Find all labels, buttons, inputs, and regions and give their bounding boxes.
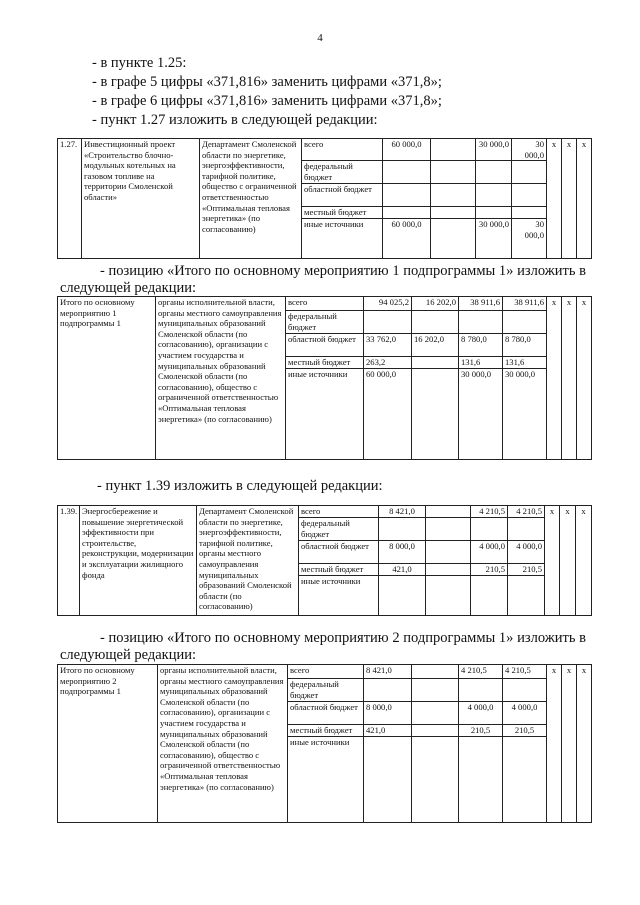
y3-cell: 30 000,0: [503, 369, 547, 460]
y2-cell: [476, 161, 512, 184]
x-cell: x: [576, 506, 592, 616]
total-cell: 94 025,2: [364, 297, 412, 311]
source-cell: иные источники: [302, 219, 383, 259]
paragraph-total-2: - позицию «Итого по основному мероприятию 2 подпрограммы 1» изложить в следующей редакции:: [60, 630, 586, 663]
y1-cell: [431, 207, 476, 219]
y3-cell: [512, 184, 547, 207]
source-cell: местный бюджет: [286, 357, 364, 369]
x-cell: x: [577, 139, 592, 259]
y1-cell: [426, 576, 471, 616]
source-cell: областной бюджет: [302, 184, 383, 207]
y3-cell: 210,5: [508, 564, 545, 576]
y2-cell: 131,6: [459, 357, 503, 369]
y2-cell: 4 000,0: [471, 541, 508, 564]
y1-cell: [412, 725, 459, 737]
y3-cell: 30 000,0: [512, 219, 547, 259]
y1-cell: [431, 139, 476, 161]
total-cell: 60 000,0: [383, 139, 431, 161]
total-cell: [379, 576, 426, 616]
y2-cell: 30 000,0: [459, 369, 503, 460]
table-total-2: [57, 664, 592, 823]
item-name: Энергосбережение и повышение энергетической эффективности при строительстве, реконструкции, модернизации и эксплуатации жилищного фонда: [80, 506, 197, 616]
source-cell: федеральный бюджет: [302, 161, 383, 184]
y3-cell: [503, 737, 547, 823]
y3-cell: [512, 161, 547, 184]
y2-cell: 4 000,0: [459, 702, 503, 725]
source-cell: иные источники: [286, 369, 364, 460]
paragraph-item-1-39: - пункт 1.39 изложить в следующей редакции:: [97, 478, 383, 494]
y1-cell: [431, 219, 476, 259]
total-cell: 8 000,0: [379, 541, 426, 564]
y1-cell: [412, 665, 459, 679]
y1-cell: [426, 518, 471, 541]
y2-cell: [476, 184, 512, 207]
y1-cell: [412, 702, 459, 725]
source-cell: федеральный бюджет: [286, 311, 364, 334]
y3-cell: 4 000,0: [508, 541, 545, 564]
y2-cell: [476, 207, 512, 219]
x-cell: x: [562, 297, 577, 460]
x-cell: x: [547, 665, 562, 823]
source-cell: местный бюджет: [299, 564, 379, 576]
y3-cell: [512, 207, 547, 219]
total-executor: органы исполнительной власти, органы местного самоуправления муниципальных образований Смоленской области (по согласованию), организации с участием государства и муниципальных образований Смоленской области (по согласованию), общество с ограниченной ответственностью «Оптимальная тепловая энергетика» (по согласованию): [156, 297, 286, 460]
total-name: Итого по основному мероприятию 2 подпрограммы 1: [58, 665, 158, 823]
page-number: 4: [317, 32, 323, 44]
x-cell: x: [562, 665, 577, 823]
y1-cell: [412, 311, 459, 334]
total-cell: [364, 311, 412, 334]
total-cell: 60 000,0: [383, 219, 431, 259]
y3-cell: [508, 576, 545, 616]
source-cell: всего: [286, 297, 364, 311]
y2-cell: 210,5: [459, 725, 503, 737]
total-cell: 33 762,0: [364, 334, 412, 357]
y3-cell: 8 780,0: [503, 334, 547, 357]
total-cell: [383, 207, 431, 219]
y2-cell: 4 210,5: [459, 665, 503, 679]
y3-cell: 210,5: [503, 725, 547, 737]
x-cell: x: [562, 139, 577, 259]
y1-cell: [426, 506, 471, 518]
total-name: Итого по основному мероприятию 1 подпрограммы 1: [58, 297, 156, 460]
y2-cell: 8 780,0: [459, 334, 503, 357]
source-cell: областной бюджет: [299, 541, 379, 564]
x-cell: x: [547, 139, 562, 259]
paragraph-total-1: - позицию «Итого по основному мероприятию 1 подпрограммы 1» изложить в следующей редакции:: [60, 263, 586, 296]
source-cell: всего: [288, 665, 364, 679]
y2-cell: 4 210,5: [471, 506, 508, 518]
x-cell: x: [547, 297, 562, 460]
item-executor: Департамент Смоленской области по энергетике, энергоэффективности, тарифной политике, общество с ограниченной ответственностью «Оптимальная тепловая энергетика» (по согласованию): [200, 139, 302, 259]
y2-cell: 30 000,0: [476, 219, 512, 259]
table-item-1-39: [57, 505, 592, 616]
y2-cell: 30 000,0: [476, 139, 512, 161]
item-executor: Департамент Смоленской области по энергетике, энергоэффективности, тарифной политике, органы местного самоуправления муниципальных образований Смоленской области (по согласованию): [197, 506, 299, 616]
total-cell: 8 000,0: [364, 702, 412, 725]
total-cell: [383, 161, 431, 184]
total-cell: 60 000,0: [364, 369, 412, 460]
source-cell: федеральный бюджет: [288, 679, 364, 702]
total-cell: 8 421,0: [379, 506, 426, 518]
y1-cell: [431, 184, 476, 207]
intro-line-3: - в графе 6 цифры «371,816» заменить цифрами «371,8»;: [92, 93, 442, 109]
source-cell: иные источники: [299, 576, 379, 616]
total-cell: [383, 184, 431, 207]
source-cell: федеральный бюджет: [299, 518, 379, 541]
y1-cell: [412, 357, 459, 369]
source-cell: всего: [302, 139, 383, 161]
total-cell: 263,2: [364, 357, 412, 369]
intro-line-2: - в графе 5 цифры «371,816» заменить цифрами «371,8»;: [92, 74, 442, 90]
y1-cell: 16 202,0: [412, 334, 459, 357]
intro-line-1: - в пункте 1.25:: [92, 55, 187, 71]
source-cell: областной бюджет: [288, 702, 364, 725]
y2-cell: [471, 576, 508, 616]
intro-line-4: - пункт 1.27 изложить в следующей редакции:: [92, 112, 378, 128]
y2-cell: 38 911,6: [459, 297, 503, 311]
total-cell: 8 421,0: [364, 665, 412, 679]
item-name: Инвестиционный проект «Строительство блочно-модульных котельных на газовом топливе на территории Смоленской области»: [82, 139, 200, 259]
y1-cell: [412, 679, 459, 702]
x-cell: x: [560, 506, 576, 616]
total-cell: 421,0: [364, 725, 412, 737]
y1-cell: [426, 564, 471, 576]
y3-cell: [503, 311, 547, 334]
y2-cell: [459, 679, 503, 702]
item-number: 1.27.: [58, 139, 82, 259]
source-cell: местный бюджет: [302, 207, 383, 219]
y3-cell: 4 000,0: [503, 702, 547, 725]
y1-cell: [412, 737, 459, 823]
y3-cell: 131,6: [503, 357, 547, 369]
y3-cell: [503, 679, 547, 702]
y3-cell: 30 000,0: [512, 139, 547, 161]
y1-cell: [412, 369, 459, 460]
total-executor: органы исполнительной власти, органы местного самоуправления муниципальных образований Смоленской области (по согласованию), организации с участием государства и муниципальных образований Смоленской области (по согласованию), общество с ограниченной ответственностью «Оптимальная тепловая энергетика» (по согласованию): [158, 665, 288, 823]
source-cell: всего: [299, 506, 379, 518]
total-cell: 421,0: [379, 564, 426, 576]
y3-cell: 4 210,5: [503, 665, 547, 679]
y1-cell: [431, 161, 476, 184]
y3-cell: 4 210,5: [508, 506, 545, 518]
y1-cell: 16 202,0: [412, 297, 459, 311]
total-cell: [379, 518, 426, 541]
x-cell: x: [577, 665, 592, 823]
y2-cell: [459, 311, 503, 334]
x-cell: x: [545, 506, 560, 616]
source-cell: местный бюджет: [288, 725, 364, 737]
y1-cell: [426, 541, 471, 564]
y2-cell: [459, 737, 503, 823]
y2-cell: 210,5: [471, 564, 508, 576]
y3-cell: [508, 518, 545, 541]
table-total-1: [57, 296, 592, 460]
table-item-1-27: [57, 138, 592, 259]
y2-cell: [471, 518, 508, 541]
source-cell: иные источники: [288, 737, 364, 823]
total-cell: [364, 737, 412, 823]
source-cell: областной бюджет: [286, 334, 364, 357]
item-number: 1.39.: [58, 506, 80, 616]
total-cell: [364, 679, 412, 702]
x-cell: x: [577, 297, 592, 460]
y3-cell: 38 911,6: [503, 297, 547, 311]
